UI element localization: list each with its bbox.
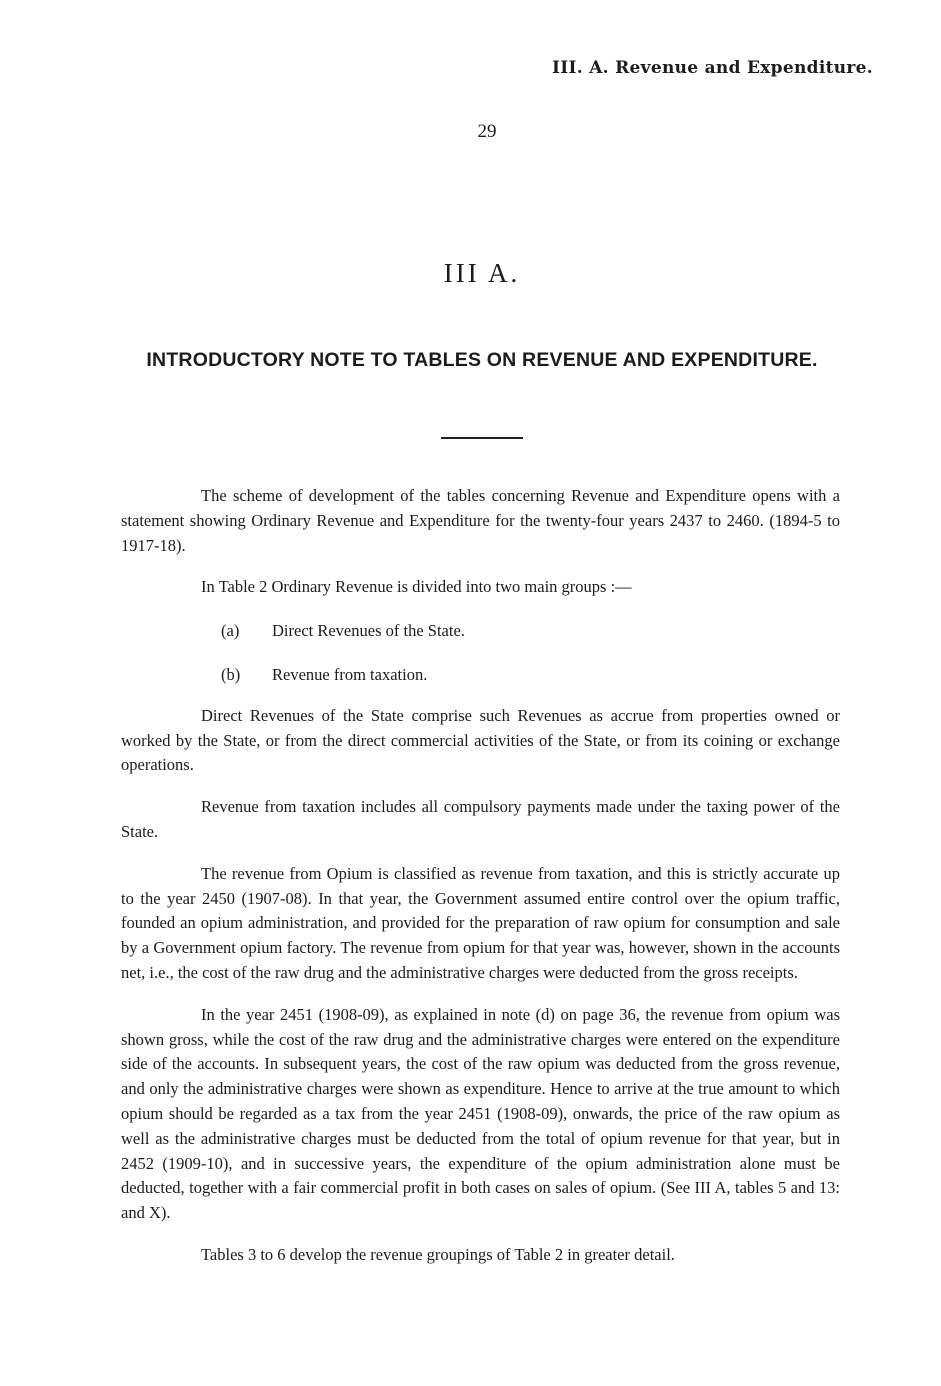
body-text	[121, 484, 840, 1268]
list-marker: (b)	[221, 664, 241, 684]
running-head: III. A. Revenue and Expenditure.	[552, 58, 873, 78]
introductory-note-heading: INTRODUCTORY NOTE TO TABLES ON REVENUE AND EXPENDITURE.	[146, 349, 818, 371]
paragraph-opium-classification: The revenue from Opium is classified as revenue from taxation, and this is strictly accurate up to the year 2450 (1907-08). In that year, the Government assumed entire control over the opium traffic, founded an opium administration, and provided for the preparation of raw opium for consumption and sale by a Government opium factory. The revenue from opium for that year was, however, shown in the accounts net, i.e., the cost of the raw drug and the administrative charges were deducted from the gross receipts.	[121, 863, 840, 982]
page-number: 29	[477, 121, 497, 142]
list-item-a	[121, 619, 840, 644]
paragraph-direct-revenues: Direct Revenues of the State comprise such Revenues as accrue from properties owned or worked by the State, or from the direct commercial activities of the State, or from its coining or exchange operations.	[121, 705, 840, 775]
paragraph-table-2: In Table 2 Ordinary Revenue is divided into two main groups :—	[201, 577, 632, 597]
paragraph-scheme: The scheme of development of the tables concerning Revenue and Expenditure opens with a statement showing Ordinary Revenue and Expenditure for the twenty-four years 2437 to 2460. (1894-5 to 1917-18).	[121, 486, 840, 555]
section-title: III A.	[443, 258, 521, 288]
list-item-text: Direct Revenues of the State.	[272, 621, 465, 641]
list-marker: (a)	[221, 621, 240, 641]
list-item-text: Revenue from taxation.	[272, 664, 428, 684]
list-item-b	[121, 663, 840, 688]
paragraph-taxation: Revenue from taxation includes all compulsory payments made under the taxing power of the State.	[121, 797, 840, 841]
paragraph-tables-3-6: Tables 3 to 6 develop the revenue groupings of Table 2 in greater detail.	[201, 1244, 675, 1264]
section-divider-rule	[441, 437, 523, 439]
paragraph-opium-gross: In the year 2451 (1908-09), as explained in note (d) on page 36, the revenue from opium was shown gross, while the cost of the raw drug and the administrative charges were entered on the expenditure side of the accounts. In subsequent years, the cost of the raw opium was deducted from the gross revenue, and only the administrative charges were shown as expenditure. Hence to arrive at the true amount to which opium should be regarded as a tax from the year 2451 (1908-09), onwards, the price of the raw opium as well as the administrative charges must be deducted from the total of opium revenue for that year, but in 2452 (1909-10), and in successive years, the expenditure of the opium administration alone must be deducted, together with a fair commercial profit in both cases on sales of opium. (See III A, tables 5 and 13: and X).	[121, 1004, 840, 1223]
